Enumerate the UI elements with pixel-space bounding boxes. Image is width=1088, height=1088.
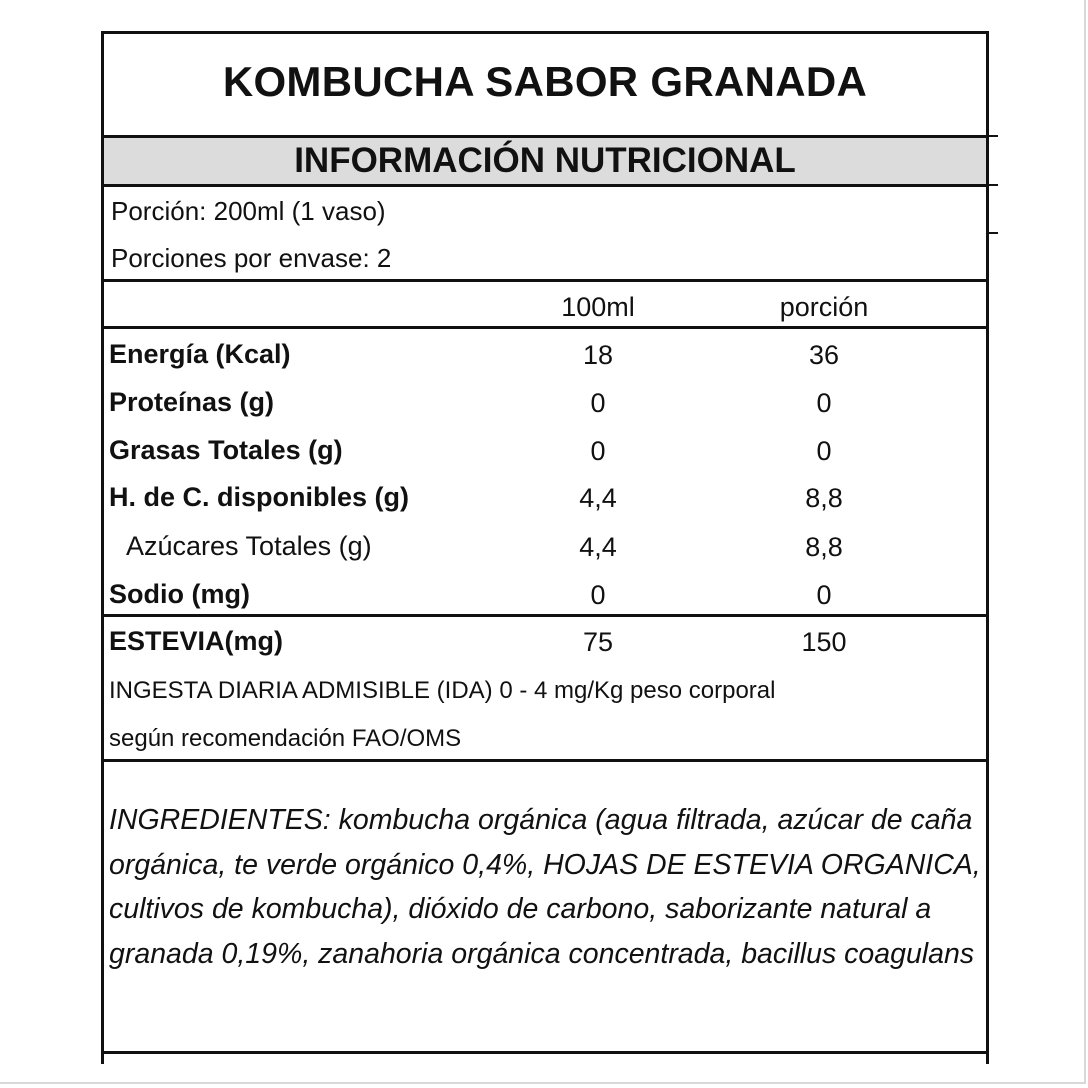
stevia-label: ESTEVIA(mg) xyxy=(109,626,284,656)
edge-stub xyxy=(986,232,998,234)
divider-columns xyxy=(104,326,986,329)
edge-stub xyxy=(986,184,998,186)
ingredients-text: INGREDIENTES: kombucha orgánica (agua filtrada, azúcar de caña orgánica, te verde orgánico 0,4%, HOJAS DE ESTEVIA ORGANICA, cultivos de kombucha), dióxido de carbono, saborizante natural a granada 0,19%, zanahoria orgánica concentrada, bacillus coagulans xyxy=(109,804,981,970)
product-title: KOMBUCHA SABOR GRANADA xyxy=(222,58,868,105)
stevia-value-100ml: 75 xyxy=(582,627,614,657)
section-title: INFORMACIÓN NUTRICIONAL xyxy=(294,141,796,180)
row-value-100ml: 4,4 xyxy=(579,532,617,562)
serving-size: Porción: 200ml (1 vaso) xyxy=(111,196,386,226)
ida-note-line1: INGESTA DIARIA ADMISIBLE (IDA) 0 - 4 mg/Kg peso corporal xyxy=(109,677,776,704)
nutrition-label xyxy=(101,31,989,1064)
stevia-value-portion: 150 xyxy=(801,627,847,657)
row-label: Grasas Totales (g) xyxy=(109,435,343,465)
row-label: Energía (Kcal) xyxy=(109,339,291,369)
row-value-100ml: 18 xyxy=(582,340,614,370)
row-label: Proteínas (g) xyxy=(109,387,275,417)
row-label: H. de C. disponibles (g) xyxy=(109,482,410,512)
row-value-portion: 0 xyxy=(816,436,832,466)
column-header-100ml: 100ml xyxy=(561,292,635,322)
row-label: Azúcares Totales (g) xyxy=(126,531,372,561)
row-value-portion: 0 xyxy=(816,388,832,418)
row-value-portion: 8,8 xyxy=(805,483,843,513)
servings-per-container: Porciones por envase: 2 xyxy=(111,243,392,273)
edge-stub xyxy=(986,135,998,137)
row-value-100ml: 0 xyxy=(590,388,606,418)
row-label: Sodio (mg) xyxy=(109,579,250,609)
divider-stevia xyxy=(104,614,986,617)
column-header-portion: porción xyxy=(779,292,869,322)
ida-note-line2: según recomendación FAO/OMS xyxy=(109,725,462,752)
row-value-portion: 36 xyxy=(808,340,840,370)
row-value-100ml: 4,4 xyxy=(579,483,617,513)
row-value-portion: 0 xyxy=(816,580,832,610)
divider-bottom xyxy=(104,1051,986,1054)
row-value-portion: 8,8 xyxy=(805,532,843,562)
divider-serving xyxy=(104,279,986,282)
divider-header xyxy=(104,184,986,187)
divider-ingredients xyxy=(104,759,986,762)
row-value-100ml: 0 xyxy=(590,580,606,610)
row-value-100ml: 0 xyxy=(590,436,606,466)
